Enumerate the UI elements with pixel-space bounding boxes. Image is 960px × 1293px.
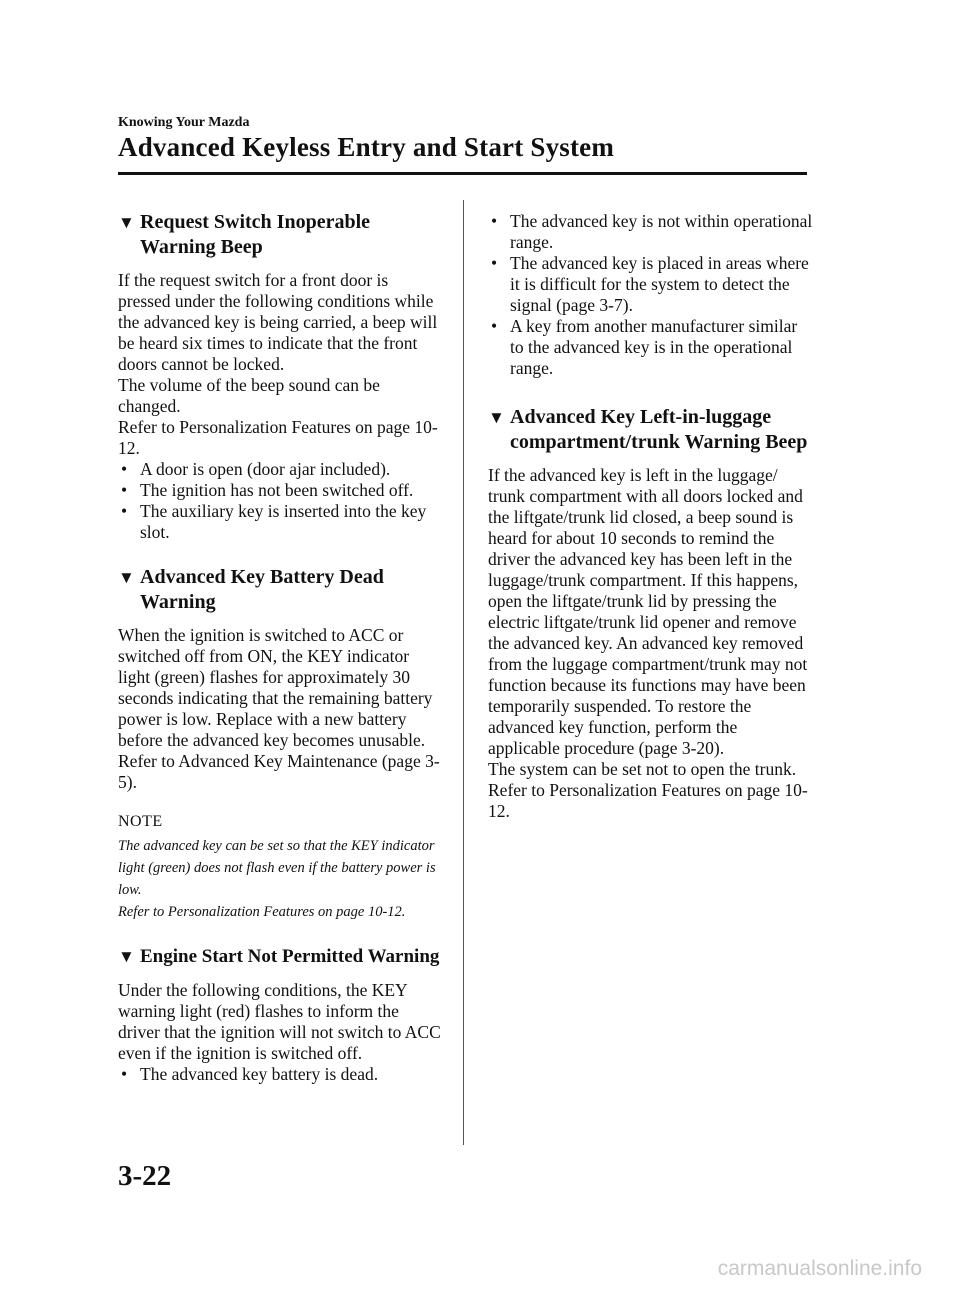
list-item: • The advanced key is placed in areas where it is difficult for the system to detect the signal (page 3-7). xyxy=(491,253,809,315)
list-item: • The auxiliary key is inserted into the key slot. xyxy=(121,501,427,542)
list-item: • The advanced key battery is dead. xyxy=(121,1064,379,1084)
body-paragraph: The system can be set not to open the trunk. xyxy=(488,759,797,779)
list-item: • A door is open (door ajar included). xyxy=(121,459,391,479)
section-heading: ▼ Request Switch Inoperable Warning Beep xyxy=(118,211,371,258)
note-text: The advanced key can be set so that the KEY indicator light (green) does not flash even if the battery power is low. xyxy=(118,838,436,898)
page-title: Advanced Keyless Entry and Start System xyxy=(118,132,615,162)
body-paragraph: Refer to Personalization Features on page 10-12. xyxy=(488,780,808,821)
body-paragraph: If the request switch for a front door is pressed under the following conditions while the advanced key is being carried, a beep will be heard six times to indicate that the front doors cannot be locked. xyxy=(118,270,438,374)
body-paragraph: Under the following conditions, the KEY warning light (red) flashes to inform the driver that the ignition will not switch to ACC even if the ignition is switched off. xyxy=(118,980,441,1063)
body-paragraph: When the ignition is switched to ACC or switched off from ON, the KEY indicator light (green) flashes for approximately 30 seconds indicating that the remaining battery power is low. Replace with a new battery before the advanced key becomes unusable. xyxy=(118,625,433,750)
bullet-icon: • xyxy=(491,316,498,336)
column-divider xyxy=(463,200,464,1145)
body-paragraph: Refer to Personalization Features on page 10-12. xyxy=(118,417,438,458)
section-engine-start xyxy=(118,945,443,1085)
list-item: • The advanced key is not within operational range. xyxy=(491,211,813,252)
note-label: NOTE xyxy=(118,813,163,830)
body-paragraph: The volume of the beep sound can be changed. xyxy=(118,375,380,416)
breadcrumb: Knowing Your Mazda xyxy=(118,115,250,130)
triangle-marker-icon: ▼ xyxy=(118,568,135,587)
continued-list xyxy=(488,211,813,379)
bullet-icon: • xyxy=(491,211,498,231)
body-paragraph: Refer to Advanced Key Maintenance (page 3-5). xyxy=(118,751,440,792)
triangle-marker-icon: ▼ xyxy=(118,947,135,966)
bullet-icon: • xyxy=(121,480,128,500)
section-battery-dead xyxy=(118,565,443,923)
section-heading: ▼ Advanced Key Left-in-luggage compartment/trunk Warning Beep xyxy=(488,406,808,453)
bullet-icon: • xyxy=(491,253,498,273)
section-key-left-in-luggage xyxy=(488,405,813,822)
section-heading: ▼ Advanced Key Battery Dead Warning xyxy=(118,566,384,613)
bullet-icon: • xyxy=(121,501,128,521)
bullet-icon: • xyxy=(121,1064,128,1084)
bullet-icon: • xyxy=(121,459,128,479)
section-heading: ▼ Engine Start Not Permitted Warning xyxy=(118,946,440,967)
left-column xyxy=(118,210,443,1107)
body-paragraph: If the advanced key is left in the luggage/ trunk compartment with all doors locked and the liftgate/trunk lid closed, a beep sound is heard for about 10 seconds to remind the driver the advanced key has been left in the luggage/trunk compartment. If this happens, open the liftgate/trunk lid by pressing the electric liftgate/trunk lid opener and remove the advanced key. An advanced key removed from the luggage compartment/trunk may not function because its functions may have been temporarily suspended. To restore the advanced key function, perform the applicable procedure (page 3-20). xyxy=(488,465,808,758)
page-number: 3-22 xyxy=(118,1160,172,1192)
bullet-list xyxy=(488,211,813,379)
list-item: • The ignition has not been switched off. xyxy=(121,480,414,500)
list-item: • A key from another manufacturer similar to the advanced key is in the operational range. xyxy=(491,316,798,378)
section-request-switch xyxy=(118,210,443,543)
watermark: carmanualsonline.info xyxy=(717,1257,922,1280)
right-column xyxy=(488,211,813,844)
bullet-list xyxy=(118,459,443,543)
bullet-list xyxy=(118,1064,443,1085)
title-rule xyxy=(118,172,807,175)
triangle-marker-icon: ▼ xyxy=(488,408,505,427)
triangle-marker-icon: ▼ xyxy=(118,213,135,232)
note-text: Refer to Personalization Features on page 10-12. xyxy=(118,904,406,920)
